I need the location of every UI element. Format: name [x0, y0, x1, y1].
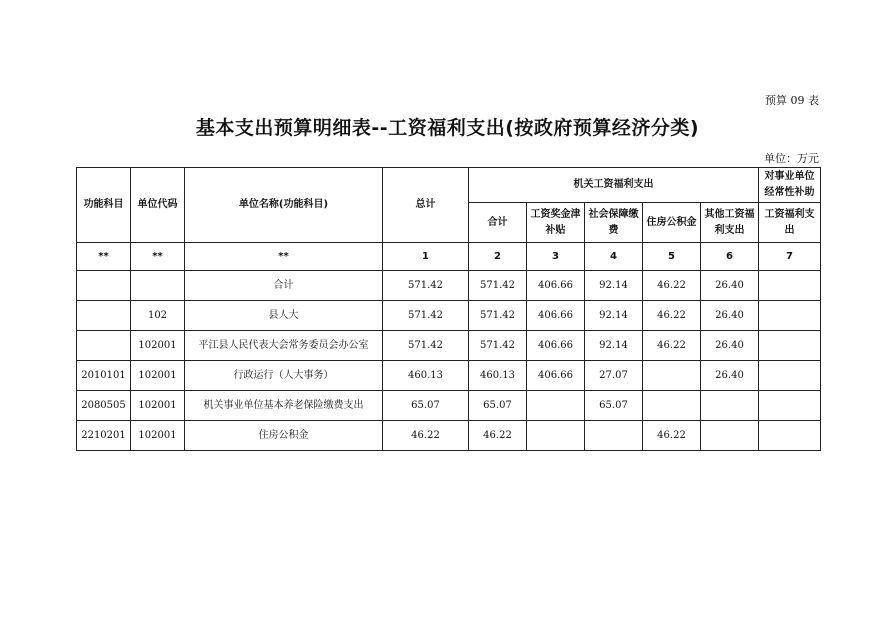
cell-other-welfare [701, 421, 759, 451]
cell-other-welfare [701, 391, 759, 421]
cell-total: 46.22 [383, 421, 469, 451]
table-row [77, 391, 821, 421]
cell-func-subject [77, 271, 131, 301]
cell-other-welfare: 26.40 [701, 301, 759, 331]
cell-salary-bonus: 406.66 [527, 361, 585, 391]
cell-other-welfare: 26.40 [701, 271, 759, 301]
cell-total: 571.42 [383, 271, 469, 301]
index-cell: 2 [469, 243, 527, 271]
cell-salary-bonus [527, 391, 585, 421]
index-cell: 5 [643, 243, 701, 271]
cell-housing-fund [643, 391, 701, 421]
header-func-subject: 功能科目 [77, 168, 131, 243]
cell-sub-total: 65.07 [469, 391, 527, 421]
index-cell: 6 [701, 243, 759, 271]
index-cell: ** [131, 243, 185, 271]
cell-unit-name: 合计 [185, 271, 383, 301]
table-row [77, 271, 821, 301]
cell-salary-welfare [759, 391, 821, 421]
cell-salary-bonus: 406.66 [527, 271, 585, 301]
cell-housing-fund: 46.22 [643, 421, 701, 451]
cell-unit-name: 住房公积金 [185, 421, 383, 451]
cell-unit-code: 102001 [131, 361, 185, 391]
table-row [77, 301, 821, 331]
index-cell: ** [185, 243, 383, 271]
cell-sub-total: 571.42 [469, 271, 527, 301]
table-row [77, 421, 821, 451]
cell-total: 460.13 [383, 361, 469, 391]
header-unit-code: 单位代码 [131, 168, 185, 243]
unit-label: 单位：万元 [764, 152, 819, 165]
header-sub-total: 合计 [469, 203, 527, 243]
table-row [77, 331, 821, 361]
cell-unit-name: 平江县人民代表大会常务委员会办公室 [185, 331, 383, 361]
form-code: 预算 09 表 [765, 94, 819, 107]
cell-total: 571.42 [383, 301, 469, 331]
header-subsidy-group: 对事业单位经常性补助 [759, 168, 821, 203]
cell-func-subject [77, 331, 131, 361]
cell-social-security: 27.07 [585, 361, 643, 391]
cell-salary-welfare [759, 361, 821, 391]
cell-unit-name: 行政运行（人大事务） [185, 361, 383, 391]
header-housing-fund: 住房公积金 [643, 203, 701, 243]
cell-social-security: 92.14 [585, 301, 643, 331]
index-cell: ** [77, 243, 131, 271]
cell-func-subject: 2080505 [77, 391, 131, 421]
header-unit-name: 单位名称(功能科目) [185, 168, 383, 243]
index-cell: 4 [585, 243, 643, 271]
cell-salary-welfare [759, 331, 821, 361]
cell-salary-welfare [759, 271, 821, 301]
header-salary-welfare: 工资福利支出 [759, 203, 821, 243]
cell-func-subject: 2210201 [77, 421, 131, 451]
cell-other-welfare: 26.40 [701, 361, 759, 391]
cell-housing-fund: 46.22 [643, 301, 701, 331]
header-social-security: 社会保障缴费 [585, 203, 643, 243]
cell-social-security [585, 421, 643, 451]
cell-sub-total: 460.13 [469, 361, 527, 391]
header-other-welfare: 其他工资福利支出 [701, 203, 759, 243]
cell-total: 571.42 [383, 331, 469, 361]
cell-func-subject: 2010101 [77, 361, 131, 391]
cell-total: 65.07 [383, 391, 469, 421]
cell-social-security: 92.14 [585, 331, 643, 361]
header-row-1 [77, 168, 821, 203]
cell-sub-total: 571.42 [469, 301, 527, 331]
cell-other-welfare: 26.40 [701, 331, 759, 361]
cell-housing-fund: 46.22 [643, 271, 701, 301]
index-cell: 7 [759, 243, 821, 271]
cell-sub-total: 571.42 [469, 331, 527, 361]
cell-unit-name: 机关事业单位基本养老保险缴费支出 [185, 391, 383, 421]
cell-sub-total: 46.22 [469, 421, 527, 451]
cell-salary-bonus [527, 421, 585, 451]
header-salary-bonus: 工资奖金津补贴 [527, 203, 585, 243]
cell-unit-code: 102001 [131, 331, 185, 361]
cell-salary-welfare [759, 421, 821, 451]
index-cell: 3 [527, 243, 585, 271]
header-total: 总计 [383, 168, 469, 243]
cell-unit-code [131, 271, 185, 301]
cell-housing-fund: 46.22 [643, 331, 701, 361]
cell-housing-fund [643, 361, 701, 391]
budget-table [76, 167, 821, 451]
cell-unit-name: 县人大 [185, 301, 383, 331]
index-row [77, 243, 821, 271]
cell-social-security: 92.14 [585, 271, 643, 301]
cell-unit-code: 102001 [131, 421, 185, 451]
index-cell: 1 [383, 243, 469, 271]
cell-social-security: 65.07 [585, 391, 643, 421]
page-title: 基本支出预算明细表--工资福利支出(按政府预算经济分类) [195, 117, 700, 139]
cell-salary-welfare [759, 301, 821, 331]
cell-unit-code: 102 [131, 301, 185, 331]
cell-unit-code: 102001 [131, 391, 185, 421]
cell-salary-bonus: 406.66 [527, 331, 585, 361]
header-agency-group: 机关工资福利支出 [469, 168, 759, 203]
cell-salary-bonus: 406.66 [527, 301, 585, 331]
cell-func-subject [77, 301, 131, 331]
table-row [77, 361, 821, 391]
